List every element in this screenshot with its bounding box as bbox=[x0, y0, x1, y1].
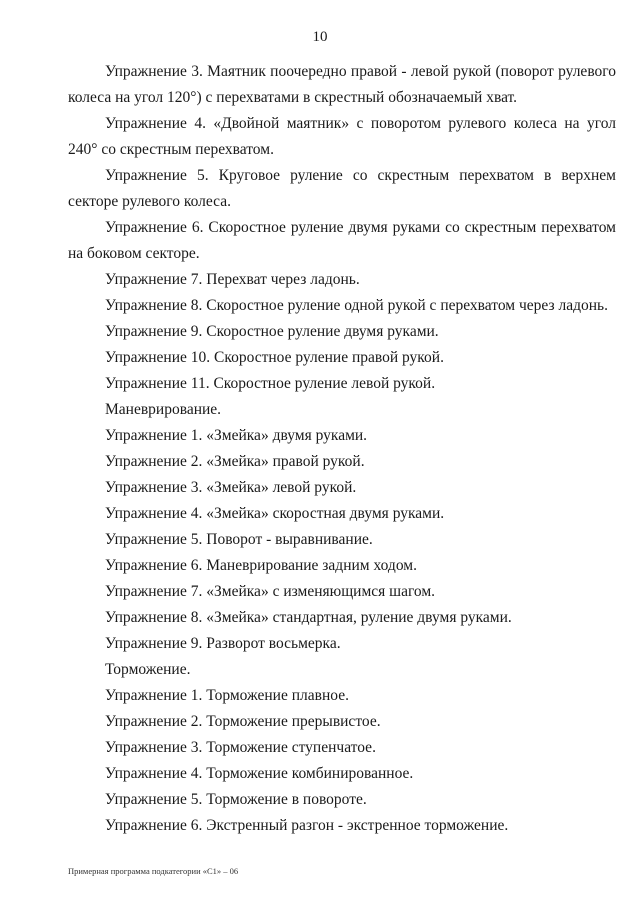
paragraph-exercise-5-circular: Упражнение 5. Круговое руление со скрестным перехватом в верхнем секторе рулевого колеса. bbox=[68, 167, 616, 210]
maneuver-exercise-5: Упражнение 5. Поворот - выравнивание. bbox=[105, 531, 373, 548]
braking-exercise-5: Упражнение 5. Торможение в повороте. bbox=[105, 791, 367, 808]
document-body bbox=[68, 59, 616, 839]
braking-exercise-1: Упражнение 1. Торможение плавное. bbox=[105, 687, 349, 704]
maneuver-exercise-4: Упражнение 4. «Змейка» скоростная двумя руками. bbox=[105, 505, 445, 522]
braking-exercise-6: Упражнение 6. Экстренный разгон - экстренное торможение. bbox=[105, 817, 509, 834]
maneuver-exercise-2: Упражнение 2. «Змейка» правой рукой. bbox=[105, 453, 365, 470]
paragraph-exercise-3-pendulum: Упражнение 3. Маятник поочередно правой - левой рукой (поворот рулевого колеса на угол 120°) с перехватами в скрестный обозначаемый хват. bbox=[68, 63, 616, 106]
paragraph-exercise-7: Упражнение 7. Перехват через ладонь. bbox=[105, 271, 360, 288]
braking-exercise-3: Упражнение 3. Торможение ступенчатое. bbox=[105, 739, 376, 756]
maneuver-exercise-3: Упражнение 3. «Змейка» левой рукой. bbox=[105, 479, 357, 496]
paragraph-exercise-9: Упражнение 9. Скоростное руление двумя руками. bbox=[105, 323, 439, 340]
section-heading-braking: Торможение. bbox=[105, 661, 191, 678]
maneuver-exercise-1: Упражнение 1. «Змейка» двумя руками. bbox=[105, 427, 368, 444]
page-footer: Примерная программа подкатегории «С1» – 06 bbox=[68, 866, 239, 876]
paragraph-exercise-6-speed-side: Упражнение 6. Скоростное руление двумя руками со скрестным перехватом на боковом секторе. bbox=[68, 219, 616, 262]
paragraph-exercise-11: Упражнение 11. Скоростное руление левой рукой. bbox=[105, 375, 436, 392]
paragraph-exercise-10: Упражнение 10. Скоростное руление правой рукой. bbox=[105, 349, 444, 366]
maneuver-exercise-9: Упражнение 9. Разворот восьмерка. bbox=[105, 635, 341, 652]
maneuver-exercise-8: Упражнение 8. «Змейка» стандартная, руление двумя руками. bbox=[105, 609, 512, 626]
section-heading-maneuvering: Маневрирование. bbox=[105, 401, 222, 418]
paragraph-exercise-8: Упражнение 8. Скоростное руление одной рукой с перехватом через ладонь. bbox=[105, 297, 608, 314]
maneuver-exercise-6: Упражнение 6. Маневрирование задним ходом. bbox=[105, 557, 417, 574]
page-number: 10 bbox=[312, 29, 328, 45]
braking-exercise-2: Упражнение 2. Торможение прерывистое. bbox=[105, 713, 381, 730]
braking-exercise-4: Упражнение 4. Торможение комбинированное. bbox=[105, 765, 414, 782]
maneuver-exercise-7: Упражнение 7. «Змейка» с изменяющимся шагом. bbox=[105, 583, 436, 600]
paragraph-exercise-4-double-pendulum: Упражнение 4. «Двойной маятник» с поворотом рулевого колеса на угол 240° со скрестным перехватом. bbox=[68, 115, 616, 158]
